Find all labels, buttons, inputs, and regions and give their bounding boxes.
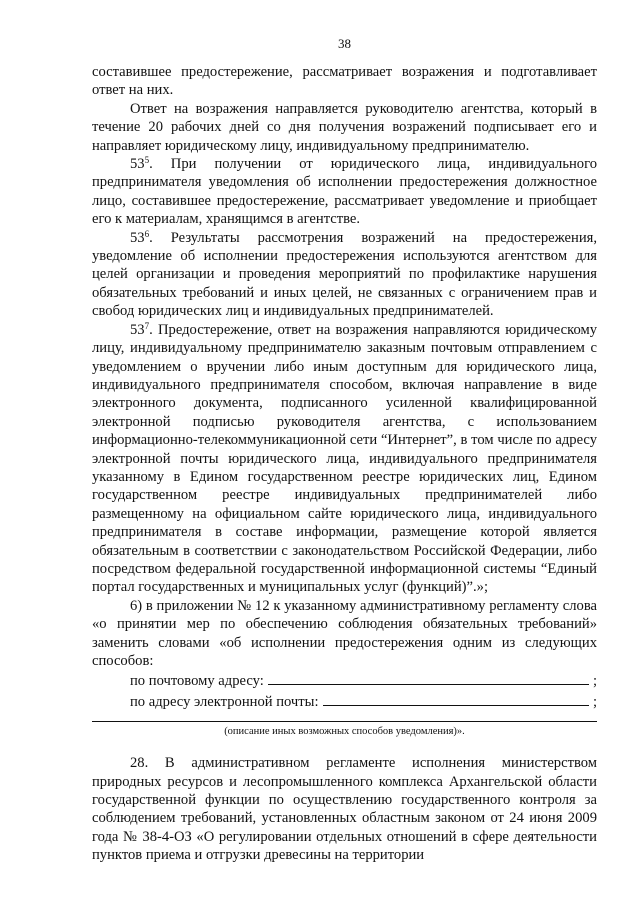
clause-number: 53 [130, 321, 145, 338]
paragraph-item-6: 6) в приложении № 12 к указанному административному регламенту слова «о принятии мер по обеспечению соблюдения обязательных требований» заменить словами «об исполнении предостережения одним из следующих способов: [92, 597, 597, 669]
clause-text: . Результаты рассмотрения возражений на предостережения, уведомление об исполнении предостережения используются агентством для целей организации и проведения мероприятий по профилактике нарушения обязательных требований и иных целей, не связанных с ограничением прав и свобод юридических лиц и индивидуальных предпринимателей. [92, 229, 597, 320]
line-end: ; [592, 673, 597, 690]
clause-superscript: 7 [144, 320, 150, 331]
email-address-line [92, 691, 597, 711]
postal-address-line [92, 670, 597, 690]
paragraph-continuation: составившее предостережение, рассматривает возражения и подготавливает ответ на них. [92, 64, 597, 99]
page-number: 38 [338, 36, 351, 51]
clause-superscript: 5 [144, 155, 150, 166]
postal-address-label: по почтовому адресу: [130, 673, 264, 690]
paragraph-item-28: 28. В административном регламенте исполнения министерством природных ресурсов и лесопромышленного комплекса Архангельской области государственной функции по осуществлению государственного контроля за соблюдением требований, установленных областным законом от 24 июня 2009 года № 38-4-ОЗ «О регулировании отдельных отношений в сфере деятельности пунктов приема и отгрузки древесины на территории [92, 755, 597, 864]
clause-number: 53 [130, 156, 145, 173]
paragraph-53-6 [92, 229, 597, 321]
email-address-blank [323, 691, 589, 706]
postal-address-blank [268, 670, 589, 685]
separator-line [92, 721, 597, 722]
document-body [92, 63, 597, 865]
clause-text: . При получении от юридического лица, индивидуального предпринимателя уведомления об исполнении предостережения должностное лицо, составившее предостережение, рассматривает уведомление и приобщает его к материалам, хранящимся в агентстве. [92, 156, 597, 228]
line-end: ; [592, 693, 597, 710]
clause-superscript: 6 [144, 228, 150, 239]
paragraph-reply-to-objections: Ответ на возражения направляется руководителю агентства, который в течение 20 рабочих дней со дня получения возражений подписывает его и направляет юридическому лицу, индивидуальному предпринимателю. [92, 100, 597, 154]
paragraph-53-5 [92, 155, 597, 229]
email-address-label: по адресу электронной почты: [130, 693, 319, 710]
clause-number: 53 [130, 229, 145, 246]
other-methods-note: (описание иных возможных способов уведомления)». [224, 726, 465, 738]
clause-text: . Предостережение, ответ на возражения направляются юридическому лицу, индивидуальному предпринимателю заказным почтовым отправлением с уведомлением о вручении либо иным доступным для юридического лица, индивидуального предпринимателя способом, включая направление в виде электронного документа, подписанного усиленной квалифицированной электронной подписью руководителя агентства, с использованием информационно-телекоммуникационной сети “Интернет”, в том числе по адресу электронной почты юридического лица, индивидуального предпринимателя указанному в Едином государственном реестре юридических лиц, Едином государственном реестре индивидуальных предпринимателей либо размещенному на официальном сайте юридического лица, индивидуального предпринимателя в составе информации, размещение которой является обязательным в соответствии с законодательством Российской Федерации, либо посредством федеральной государственной информационной системы “Единый портал государственных и муниципальных услуг (функций)”.»; [92, 321, 597, 596]
paragraph-53-7 [92, 321, 597, 597]
